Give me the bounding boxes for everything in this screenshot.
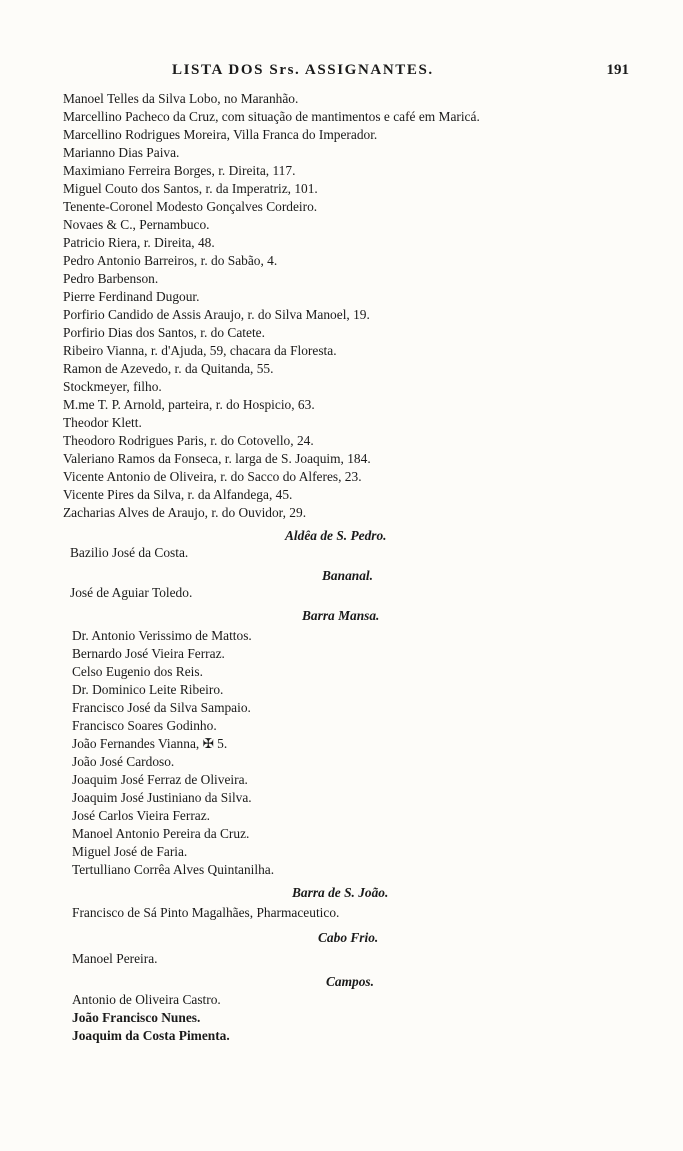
subscriber-entry: Maximiano Ferreira Borges, r. Direita, 117.	[63, 163, 296, 178]
subscriber-entry: Celso Eugenio dos Reis.	[72, 664, 203, 679]
subscriber-entry: Marcellino Pacheco da Cruz, com situação de mantimentos e café em Maricá.	[63, 109, 480, 124]
section-heading-barra-de-s-joao: Barra de S. João.	[292, 885, 389, 900]
subscriber-entry: Zacharias Alves de Araujo, r. do Ouvidor, 29.	[63, 505, 307, 520]
subscriber-entry: Porfirio Dias dos Santos, r. do Catete.	[63, 325, 265, 340]
subscriber-entry: João Fernandes Vianna, ✠ 5.	[72, 736, 228, 751]
section-heading-aldea-de-s-pedro: Aldêa de S. Pedro.	[285, 528, 387, 543]
subscriber-entry: Ramon de Azevedo, r. da Quitanda, 55.	[63, 361, 274, 376]
subscriber-entry: Miguel Couto dos Santos, r. da Imperatriz, 101.	[63, 181, 318, 196]
subscriber-entry: Manoel Pereira.	[72, 951, 158, 966]
subscriber-entry: Francisco Soares Godinho.	[72, 718, 217, 733]
subscriber-entry: Vicente Pires da Silva, r. da Alfandega, 45.	[63, 487, 293, 502]
page-header	[60, 62, 629, 82]
subscriber-entry: M.me T. P. Arnold, parteira, r. do Hospicio, 63.	[63, 397, 315, 412]
subscriber-entry: Vicente Antonio de Oliveira, r. do Sacco do Alferes, 23.	[63, 469, 362, 484]
subscriber-entry: Stockmeyer, filho.	[63, 379, 162, 394]
subscriber-entry: Bazilio José da Costa.	[70, 545, 189, 560]
subscriber-entry: Novaes & C., Pernambuco.	[63, 217, 210, 232]
subscriber-entry: Ribeiro Vianna, r. d'Ajuda, 59, chacara da Floresta.	[63, 343, 337, 358]
subscriber-entry: José de Aguiar Toledo.	[70, 585, 193, 600]
subscriber-entry: Joaquim José Justiniano da Silva.	[72, 790, 252, 805]
subscriber-entry: João Francisco Nunes.	[72, 1010, 201, 1025]
subscriber-entry: Manoel Antonio Pereira da Cruz.	[72, 826, 250, 841]
subscriber-entry: Francisco de Sá Pinto Magalhães, Pharmaceutico.	[72, 905, 340, 920]
subscriber-entry: Dr. Dominico Leite Ribeiro.	[72, 682, 224, 697]
subscriber-entry: Patricio Riera, r. Direita, 48.	[63, 235, 215, 250]
subscriber-entry: Valeriano Ramos da Fonseca, r. larga de S. Joaquim, 184.	[63, 451, 371, 466]
subscriber-entry: João José Cardoso.	[72, 754, 175, 769]
subscriber-entry: Pedro Barbenson.	[63, 271, 159, 286]
section-heading-bananal: Bananal.	[322, 568, 373, 583]
subscriber-entry: Joaquim da Costa Pimenta.	[72, 1028, 230, 1043]
subscriber-entry: Manoel Telles da Silva Lobo, no Maranhão.	[63, 91, 299, 106]
subscriber-entry: Tenente-Coronel Modesto Gonçalves Cordeiro.	[63, 199, 318, 214]
subscriber-entry: Porfirio Candido de Assis Araujo, r. do Silva Manoel, 19.	[63, 307, 370, 322]
section-heading-barra-mansa: Barra Mansa.	[302, 608, 380, 623]
subscriber-entry: Francisco José da Silva Sampaio.	[72, 700, 251, 715]
subscriber-entry: Theodoro Rodrigues Paris, r. do Cotovello, 24.	[63, 433, 314, 448]
subscriber-entry: Pedro Antonio Barreiros, r. do Sabão, 4.	[63, 253, 278, 268]
subscriber-entry: José Carlos Vieira Ferraz.	[72, 808, 211, 823]
list-title: LISTA DOS Srs. ASSIGNANTES.	[172, 62, 434, 78]
subscriber-entry: Theodor Klett.	[63, 415, 142, 430]
subscriber-entry: Joaquim José Ferraz de Oliveira.	[72, 772, 248, 787]
section-heading-campos: Campos.	[326, 974, 374, 989]
page-number: 191	[606, 62, 629, 78]
subscriber-entry: Pierre Ferdinand Dugour.	[63, 289, 200, 304]
subscriber-entry: Miguel José de Faria.	[72, 844, 188, 859]
subscriber-entry: Dr. Antonio Verissimo de Mattos.	[72, 628, 252, 643]
subscriber-entry: Marianno Dias Paiva.	[63, 145, 180, 160]
subscriber-entry: Tertulliano Corrêa Alves Quintanilha.	[72, 862, 275, 877]
subscriber-entry: Bernardo José Vieira Ferraz.	[72, 646, 225, 661]
subscriber-entry: Marcellino Rodrigues Moreira, Villa Franca do Imperador.	[63, 127, 378, 142]
section-heading-cabo-frio: Cabo Frio.	[318, 930, 379, 945]
subscriber-entry: Antonio de Oliveira Castro.	[72, 992, 221, 1007]
